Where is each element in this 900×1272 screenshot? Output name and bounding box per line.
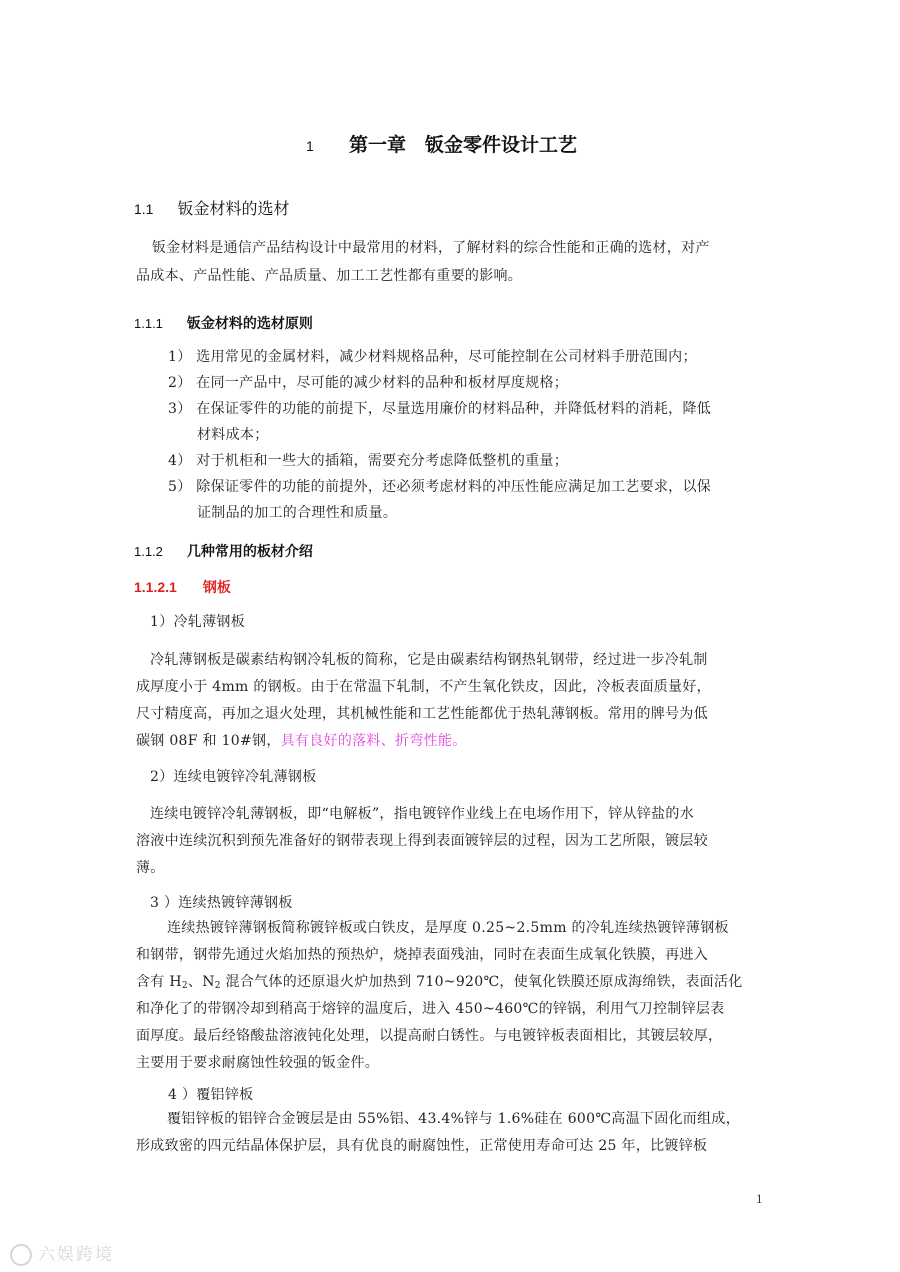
intro-line-1: 钣金材料是通信产品结构设计中最常用的材料，了解材料的综合性能和正确的选材，对产	[152, 240, 710, 256]
watermark-logo-icon	[10, 1244, 32, 1266]
material-title-1: 1）冷轧薄钢板	[150, 614, 246, 630]
paragraph-line: 主要用于要求耐腐蚀性较强的钣金件。	[136, 1055, 380, 1071]
paragraph-line: 和净化了的带钢冷却到稍高于熔锌的温度后，进入 450~460℃的锌锅，利用气刀控制锌层表	[136, 1001, 725, 1017]
paragraph-line: 面厚度。最后经铬酸盐溶液钝化处理，以提高耐白锈性。与电镀锌板表面相比，其镀层较厚，	[136, 1028, 723, 1044]
highlighted-text: 具有良好的落料、折弯性能。	[280, 733, 467, 749]
paragraph-line: 尺寸精度高，再加之退火处理，其机械性能和工艺性能都优于热轧薄钢板。常用的牌号为低	[136, 706, 708, 722]
paragraph-line: 连续热镀锌薄钢板简称镀锌板或白铁皮，是厚度 0.25~2.5mm 的冷轧连续热镀锌薄钢板	[167, 920, 729, 936]
section-number: 1.1.1	[134, 316, 163, 331]
list-item: 3） 在保证零件的功能的前提下，尽量选用廉价的材料品种，并降低材料的消耗，降低	[168, 401, 712, 417]
section-number: 1.1.2.1	[134, 579, 177, 595]
section-title: 钣金材料的选材原则	[186, 316, 313, 332]
section-heading-1-1-2-1	[134, 577, 231, 597]
paragraph-line: 覆铝锌板的铝锌合金镀层是由 55%铝、43.4%锌与 1.6%硅在 600℃高温下固化而组成，	[167, 1111, 740, 1127]
material-title-3: 3 ）连续热镀锌薄钢板	[150, 895, 293, 911]
section-heading-1-1	[134, 196, 289, 219]
material-title-2: 2）连续电镀锌冷轧薄钢板	[150, 769, 317, 785]
paragraph-line: 溶液中连续沉积到预先准备好的钢带表现上得到表面镀锌层的过程，因为工艺所限，镀层较	[136, 833, 708, 849]
material-title-4: 4 ）覆铝锌板	[168, 1087, 254, 1103]
paragraph-line: 连续电镀锌冷轧薄钢板，即“电解板”，指电镀锌作业线上在电场作用下，锌从锌盐的水	[150, 806, 695, 822]
page-number: 1	[756, 1191, 763, 1206]
section-number: 1.1	[134, 201, 154, 217]
section-number: 1.1.2	[134, 544, 163, 559]
section-heading-1-1-1	[134, 313, 313, 333]
list-item-continuation: 材料成本；	[197, 427, 269, 443]
chapter-number: 1	[306, 138, 314, 154]
paragraph-line: 碳钢 08F 和 10#钢，具有良好的落料、折弯性能。	[136, 733, 467, 749]
section-title: 钢板	[202, 579, 231, 595]
list-item: 1） 选用常见的金属材料，减少材料规格品种，尽可能控制在公司材料手册范围内；	[168, 349, 697, 365]
chapter-title	[306, 130, 577, 157]
watermark: 六娱跨境	[10, 1240, 114, 1266]
paragraph-line: 和钢带，钢带先通过火焰加热的预热炉，烧掉表面残油，同时在表面生成氧化铁膜，再进入	[136, 947, 708, 963]
section-title: 几种常用的板材介绍	[186, 544, 313, 560]
paragraph-line: 含有 $H_2$、$N_2$ 混合气体的还原退火炉加热到 710~920℃，使氧化铁膜还原成海绵铁，表面活化	[136, 974, 743, 991]
list-item: 4） 对于机柜和一些大的插箱，需要充分考虑降低整机的重量；	[168, 453, 569, 469]
paragraph-line: 成厚度小于 4mm 的钢板。由于在常温下轧制，不产生氧化铁皮，因此，冷板表面质量好，	[136, 679, 711, 695]
list-item-continuation: 证制品的加工的合理性和质量。	[197, 505, 398, 521]
list-item: 5） 除保证零件的功能的前提外，还必须考虑材料的冲压性能应满足加工艺要求，以保	[168, 479, 712, 495]
list-item: 2） 在同一产品中，尽可能的减少材料的品种和板材厚度规格；	[168, 375, 569, 391]
paragraph-line: 冷轧薄钢板是碳素结构钢冷轧板的简称，它是由碳素结构钢热轧钢带，经过进一步冷轧制	[150, 652, 708, 668]
section-title: 钣金材料的选材	[177, 199, 290, 218]
section-heading-1-1-2	[134, 541, 313, 561]
intro-line-2: 品成本、产品性能、产品质量、加工工艺性都有重要的影响。	[136, 268, 523, 284]
paragraph-line: 薄。	[136, 860, 165, 876]
paragraph-line: 形成致密的四元结晶体保护层，具有优良的耐腐蚀性，正常使用寿命可达 25 年，比镀锌板	[136, 1138, 708, 1154]
chapter-title-text: 第一章 钣金零件设计工艺	[349, 134, 578, 156]
